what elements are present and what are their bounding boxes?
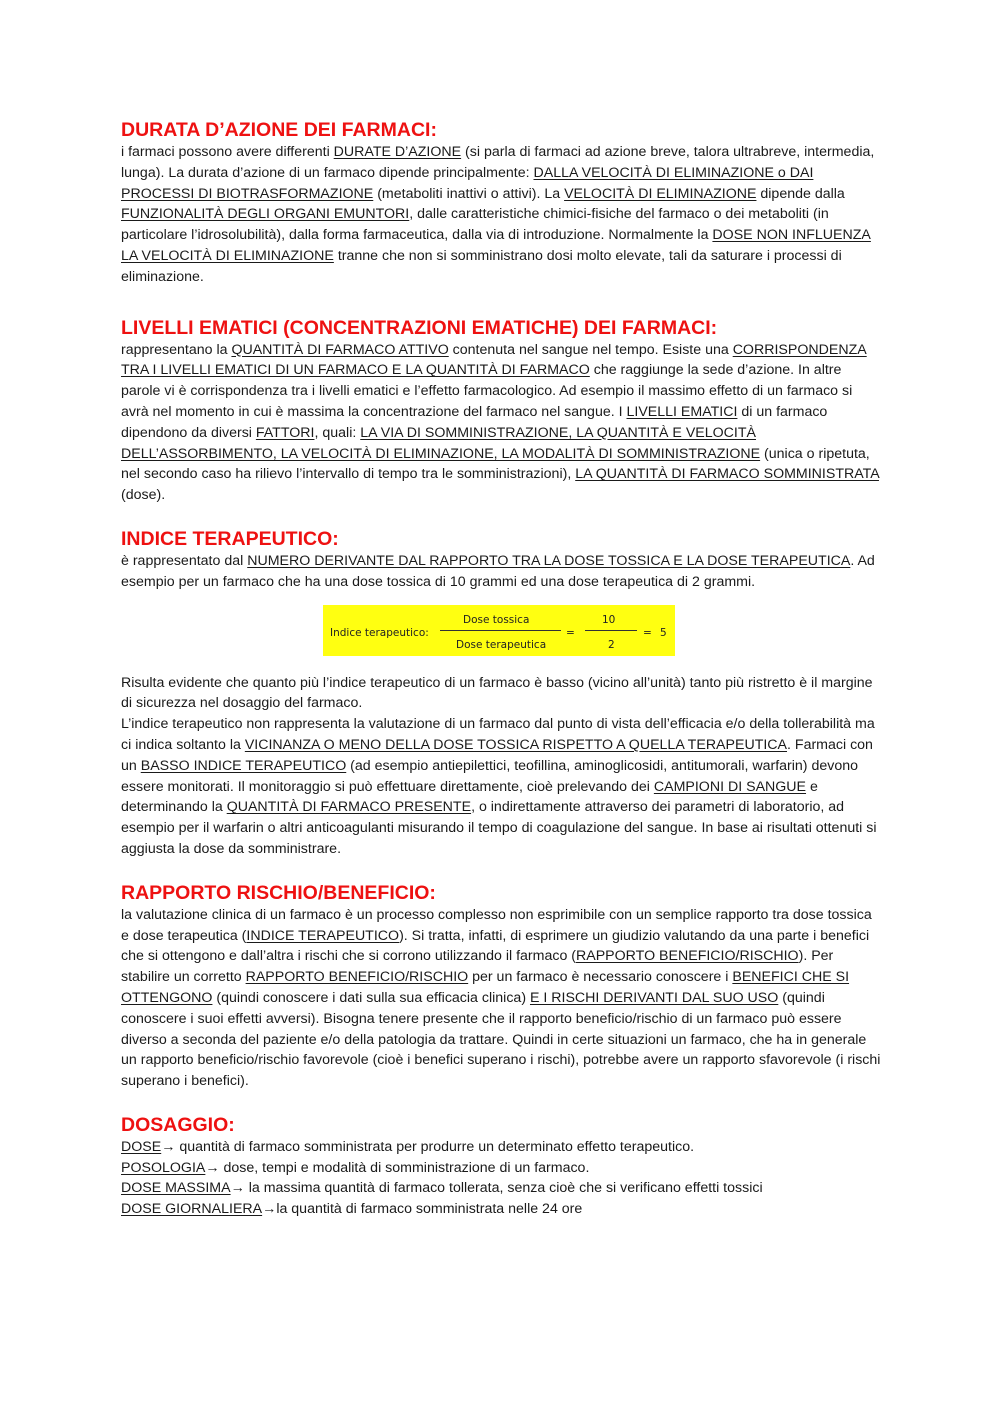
formula-numerator-word: Dose tossica — [463, 613, 530, 626]
section-title: RAPPORTO RISCHIO/BENEFICIO: — [121, 881, 436, 904]
text-run: L’indice terapeutico non rappresenta la valutazione di un farmaco dal punto di vista dell’efficacia e/o della tollerabilità ma ci indica soltanto la — [121, 716, 875, 753]
definition-item — [121, 1199, 881, 1220]
text-run: , dalle caratteristiche chimici-fisiche del farmaco o dei metaboliti (in particolare l’idrosolubilità), dalla forma farmaceutica, dalla via di introduzione. Normalmente la — [121, 206, 829, 244]
section-durata-azione — [121, 118, 881, 288]
underlined-term: NUMERO DERIVANTE DAL RAPPORTO TRA LA DOSE TOSSICA E LA DOSE TERAPEUTICA — [247, 552, 851, 569]
formula-equals: = — [643, 626, 652, 639]
text-run: la valutazione clinica di un farmaco è un processo complesso non esprimibile con un semplice rapporto tra dose tossica e dose terapeutica ( — [121, 906, 872, 944]
text-run: che raggiunge la sede d’azione. In altre parole vi è corrispondenza tra i livelli ematici e l’effetto farmacologico. Ad esempio il massimo effetto di un farmaco si avrà nel momento in cui è massima la concentrazione del farmaco nel sangue. I — [121, 362, 853, 420]
underlined-term: VELOCITÀ DI ELIMINAZIONE — [564, 185, 757, 202]
section-paragraph — [121, 905, 881, 1092]
text-run: (dose). — [121, 487, 166, 504]
therapeutic-index-formula — [323, 605, 675, 656]
text-run: (quindi conoscere i dati sulla sua efficacia clinica) — [212, 989, 530, 1006]
text-run: è rappresentato dal — [121, 552, 248, 569]
definition-text: → la massima quantità di farmaco tollerata, senza cioè che si verificano effetti tossici — [230, 1180, 763, 1197]
text-run: e determinando la — [121, 778, 818, 816]
text-run: di un farmaco dipendono da diversi — [121, 403, 828, 441]
definition-list — [121, 1137, 881, 1220]
formula-numerator-value: 10 — [602, 613, 616, 626]
text-run: Risulta evidente che quanto più l’indice terapeutico di un farmaco è basso (vicino all’unità) tanto più ristretto è il margine di sicurezza nel dosaggio del farmaco. — [121, 674, 873, 712]
underlined-term: VICINANZA O MENO DELLA DOSE TOSSICA RISPETTO A QUELLA TERAPEUTICA — [244, 736, 788, 753]
text-run: . Farmaci con un — [121, 736, 873, 774]
underlined-term: E I RISCHI DERIVANTI DAL SUO USO — [529, 989, 779, 1006]
section-indice-terapeutico — [121, 527, 881, 860]
section-title: DOSAGGIO: — [121, 1113, 235, 1136]
definition-term: POSOLOGIA — [121, 1159, 206, 1176]
underlined-term: QUANTITÀ DI FARMACO ATTIVO — [231, 341, 449, 358]
formula-result: 5 — [660, 626, 667, 639]
formula-equals: = — [566, 626, 575, 639]
text-run: tranne che non si somministrano dosi molto elevate, tali da saturare i processi di eliminazione. — [121, 247, 842, 285]
section-paragraph — [121, 714, 881, 860]
text-run: . Ad esempio per un farmaco che ha una dose tossica di 10 grammi ed una dose terapeutica di 2 grammi. — [121, 552, 875, 590]
text-run: rappresentano la — [121, 341, 232, 358]
formula-container — [121, 593, 881, 673]
section-paragraph — [121, 142, 881, 288]
text-run: dipende dalla — [756, 185, 845, 202]
underlined-term: LIVELLI EMATICI — [626, 403, 738, 420]
formula-denominator-value: 2 — [608, 638, 615, 651]
text-run: per un farmaco è necessario conoscere i — [468, 969, 733, 986]
section-paragraph — [121, 340, 881, 506]
section-dosaggio — [121, 1113, 881, 1220]
section-paragraph — [121, 551, 881, 593]
fraction-line — [585, 630, 637, 631]
definition-item — [121, 1178, 881, 1199]
underlined-term: RAPPORTO BENEFICIO/RISCHIO — [245, 969, 469, 986]
section-paragraph — [121, 673, 881, 715]
underlined-term: BENEFICI CHE SI OTTENGONO — [121, 969, 850, 1006]
underlined-term: DALLA VELOCITÀ DI ELIMINAZIONE o DAI PROCESSI DI BIOTRASFORMAZIONE — [121, 164, 814, 202]
formula-label: Indice terapeutico: — [330, 626, 429, 639]
underlined-term: DOSE NON INFLUENZA LA VELOCITÀ DI ELIMINAZIONE — [121, 227, 871, 264]
text-run: i farmaci possono avere differenti — [121, 144, 334, 160]
section-livelli-ematici — [121, 316, 881, 506]
section-title: DURATA D’AZIONE DEI FARMACI: — [121, 119, 437, 141]
text-run: (ad esempio antiepilettici, teofillina, aminoglicosidi, antitumorali, warfarin) devono essere monitorati. Il monitoraggio si può effettuare direttamente, cioè prelevando dei — [121, 757, 859, 795]
section-title: INDICE TERAPEUTICO: — [121, 527, 339, 550]
underlined-term: FATTORI — [255, 424, 315, 441]
underlined-term: BASSO INDICE TERAPEUTICO — [140, 757, 347, 774]
definition-term: DOSE GIORNALIERA — [121, 1201, 263, 1218]
text-run: ). Si tratta, infatti, di esprimere un giudizio valutando da una parte i benefici che si ottengono e dall’altra i rischi che si corrono utilizzando il farmaco ( — [121, 927, 870, 965]
underlined-term: CAMPIONI DI SANGUE — [653, 778, 807, 795]
fraction-line — [440, 630, 561, 631]
underlined-term: LA QUANTITÀ DI FARMACO SOMMINISTRATA — [575, 466, 879, 483]
text-run: (unica o ripetuta, nel secondo caso ha rilievo l’intervallo di tempo tra le somministrazioni), — [121, 445, 870, 483]
underlined-term: DURATE D’AZIONE — [333, 144, 462, 160]
text-run: contenuta nel sangue nel tempo. Esiste una — [448, 341, 733, 358]
definition-term: DOSE — [121, 1138, 162, 1155]
underlined-term: CORRISPONDENZA TRA I LIVELLI EMATICI DI UN FARMACO E LA QUANTITÀ DI FARMACO — [121, 341, 867, 379]
formula-denominator-word: Dose terapeutica — [456, 638, 547, 651]
text-run: , o indirettamente attraverso dei parametri di laboratorio, ad esempio per il warfarin o altri anticoagulanti misurando il tempo di coagulazione del sangue. In base ai risultati ottenuti si aggiusta la dose da somministrare. — [121, 799, 877, 857]
text-run: (quindi conoscere i suoi effetti avversi). Bisogna tenere presente che il rapporto beneficio/rischio di un farmaco può essere diverso a seconda del paziente e/o della patologia da trattare. Quindi in certe situazioni un farmaco, che ha in generale un rapporto beneficio/rischio favorevole (cioè i benefici superano i rischi), potrebbe avere un rapporto sfavorevole (i rischi superano i benefici). — [121, 989, 881, 1090]
underlined-term: FUNZIONALITÀ DEGLI ORGANI EMUNTORI — [121, 206, 410, 223]
underlined-term: QUANTITÀ DI FARMACO PRESENTE — [226, 799, 472, 816]
definition-item — [121, 1158, 881, 1179]
definition-text: → quantità di farmaco somministrata per produrre un determinato effetto terapeutico. — [161, 1138, 695, 1155]
definition-term: DOSE MASSIMA — [121, 1180, 231, 1197]
text-run: ). Per stabilire un corretto — [121, 948, 834, 986]
text-run: (si parla di farmaci ad azione breve, talora ultrabreve, intermedia, lunga). La durata d’azione di un farmaco dipende principalmente: — [121, 144, 875, 181]
definition-item — [121, 1137, 881, 1158]
section-rapporto-rischio-beneficio — [121, 881, 881, 1092]
definition-text: → dose, tempi e modalità di somministrazione di un farmaco. — [205, 1159, 590, 1176]
underlined-term: INDICE TERAPEUTICO — [246, 927, 400, 944]
underlined-term: LA VIA DI SOMMINISTRAZIONE, LA QUANTITÀ E VELOCITÀ DELL’ASSORBIMENTO, LA VELOCITÀ DI ELIMINAZIONE, LA MODALITÀ DI SOMMINISTRAZIONE — [121, 424, 761, 462]
text-run: (metaboliti inattivi o attivi). La — [373, 185, 565, 202]
document-page — [121, 118, 881, 1220]
underlined-term: RAPPORTO BENEFICIO/RISCHIO — [576, 948, 799, 965]
definition-text: →la quantità di farmaco somministrata nelle 24 ore — [262, 1201, 583, 1218]
section-title: LIVELLI EMATICI (CONCENTRAZIONI EMATICHE) DEI FARMACI: — [121, 316, 718, 339]
text-run: , quali: — [314, 424, 361, 441]
